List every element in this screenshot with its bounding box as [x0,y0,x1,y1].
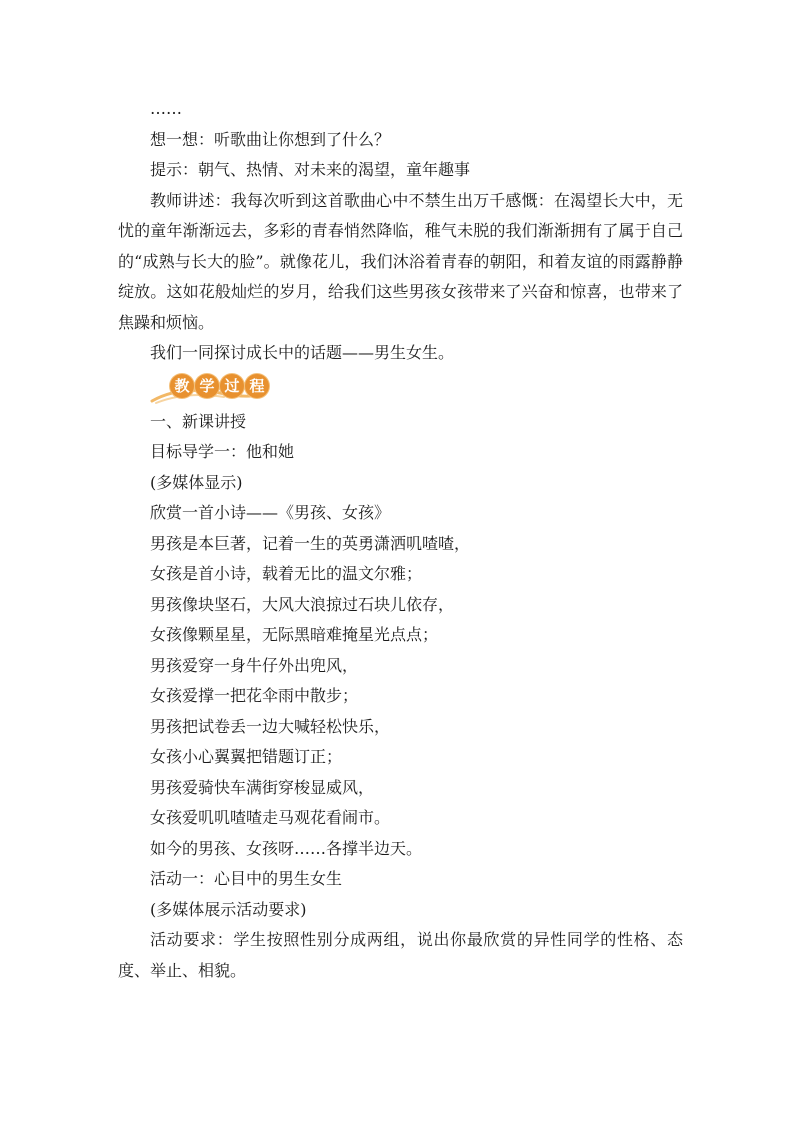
banner-char: 过 [220,374,244,398]
banner-char: 学 [195,374,219,398]
banner-title [170,374,269,398]
poem-intro: 欣赏一首小诗——《男孩、女孩》 [150,503,391,522]
poem-line: 女孩小心翼翼把错题订正； [150,747,343,766]
document-content [118,94,683,986]
activity-requirement: 活动要求：学生按照性别分成两组，说出你最欣赏的异性同学的性格、态度、举止、相貌。 [118,930,683,980]
poem-line: 男孩爱骑快车满街穿梭显威风， [150,777,375,797]
teacher-narration: 教师讲述：我每次听到这首歌曲心中不禁生出万千感慨：在渴望长大中，无忧的童年渐渐远去，多彩的青春悄然降临，稚气未脱的我们渐渐拥有了属于自己的“成熟与长大的脸”。就像花儿，我们沐浴着青春的朝阳，和着友谊的雨露静静绽放。这如花般灿烂的岁月，给我们这些男孩女孩带来了兴奋和惊喜，也带来了焦躁和烦恼。 [118,190,683,332]
poem-line: 男孩把试卷丢一边大喊轻松快乐， [150,716,391,736]
section-heading: 一、新课讲授 [150,411,247,431]
media-note: (多媒体显示) [150,472,243,492]
goal-heading: 目标导学一：他和她 [150,442,295,461]
poem-line: 女孩爱叽叽喳喳走马观花看闹市。 [150,808,391,827]
poem-line: 男孩爱穿一身牛仔外出兜风， [150,655,359,675]
banner-char: 教 [170,374,194,398]
topic-intro: 我们一同探讨成长中的话题——男生女生。 [150,343,455,362]
think-question: 想一想：听歌曲让你想到了什么？ [150,129,391,149]
poem-line: 如今的男孩、女孩呀……各撑半边天。 [150,838,423,858]
poem-line: 女孩是首小诗，载着无比的温文尔雅； [150,564,423,583]
ellipsis-line: …… [150,99,182,118]
hint-line: 提示：朝气、热情、对未来的渴望，童年趣事 [150,160,471,179]
teaching-process-banner [118,371,683,405]
media-note: (多媒体展示活动要求) [150,899,307,919]
poem-line: 女孩像颗星星，无际黑暗难掩星光点点； [150,625,439,644]
poem-line: 男孩是本巨著，记着一生的英勇潇洒叽喳喳， [150,533,471,553]
poem-line: 男孩像块坚石，大风大浪掠过石块儿依存， [150,594,455,614]
poem-line: 女孩爱撑一把花伞雨中散步； [150,686,359,705]
activity-heading: 活动一：心目中的男生女生 [150,869,343,888]
banner-char: 程 [245,374,269,398]
